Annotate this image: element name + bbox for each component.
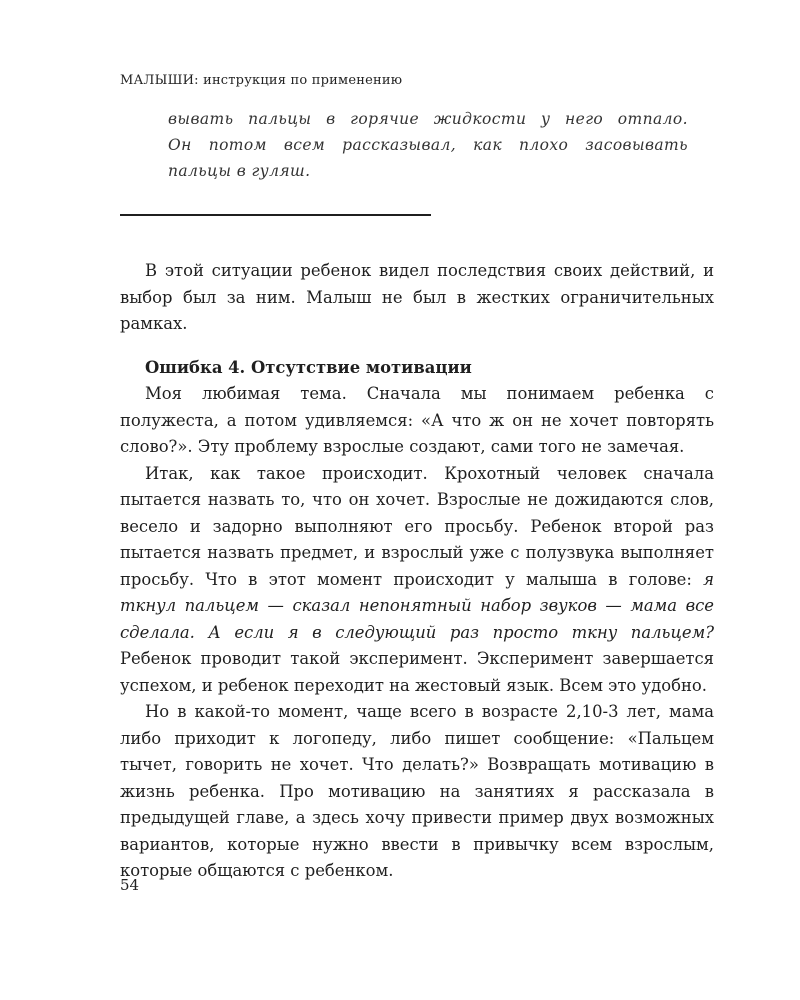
page-number: 54 (120, 876, 140, 894)
paragraph (120, 461, 714, 700)
main-text (120, 258, 714, 885)
section-divider (120, 214, 431, 216)
paragraph-italic-text: я ткнул пальцем — сказал непонятный набор звуков — мама все сделала. А если я в следующий раз просто ткну пальцем? (120, 569, 714, 642)
paragraph-text: Ребенок проводит такой эксперимент. Эксперимент завершается успехом, и ребенок переходит на жестовый язык. Всем это удобно. (120, 649, 714, 695)
running-head: МАЛЫШИ: инструкция по применению (120, 73, 403, 88)
quote-line: пальцы в гуляш. (168, 162, 311, 180)
paragraph-text: Итак, как такое происходит. Крохотный человек сначала пытается назвать то, что он хочет. Взрослые не дожидаются слов, весело и задорно выполняют его просьбу. Ребенок второй раз пытается назвать предмет, и взрослый уже с полузвука выполняет просьбу. Что в этот момент происходит у малыша в голове: (120, 463, 714, 589)
paragraph: Но в какой-то момент, чаще всего в возрасте 2,10-3 лет, мама либо приходит к логопеду, либо пишет сообщение: «Пальцем тычет, говорить не хочет. Что делать?» Возвращать мотивацию в жизнь ребенка. Про мотивацию на занятиях я рассказала в предыдущей главе, а здесь хочу привести пример двух возможных вариантов, которые нужно ввести в привычку всем взрослым, которые общаются с ребенком. (120, 702, 714, 880)
paragraph: Моя любимая тема. Сначала мы понимаем ребенка с полужеста, а потом удивляемся: «А что ж он не хочет повторять слово?». Эту проблему взрослые создают, сами того не замечая. (120, 384, 714, 456)
section-heading: Ошибка 4. Отсутствие мотивации (145, 357, 472, 377)
quote-line: Он потом всем рассказывал, как плохо засовывать (168, 136, 688, 154)
paragraph: В этой ситуации ребенок видел последствия своих действий, и выбор был за ним. Малыш не был в жестких ограничительных рамках. (120, 261, 714, 333)
quote-line: вывать пальцы в горячие жидкости у него отпало. (168, 110, 688, 128)
quote-block (168, 106, 688, 184)
